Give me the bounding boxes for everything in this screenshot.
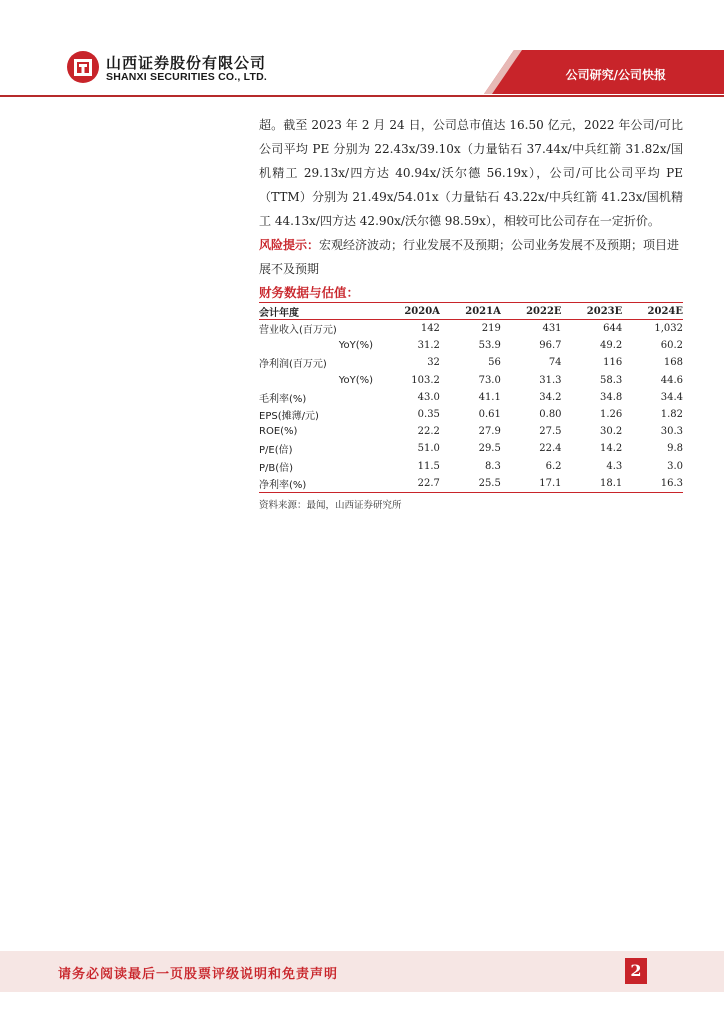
row-label: YoY(%)	[338, 374, 373, 386]
table-cell: 43.0	[417, 391, 440, 403]
table-cell: 103.2	[411, 374, 440, 386]
table-row	[259, 423, 683, 440]
table-cell: 53.9	[478, 340, 501, 352]
table-cell: 31.3	[539, 374, 562, 386]
disclaimer-notice: 请务必阅读最后一页股票评级说明和免责声明	[58, 967, 339, 982]
table-cell: 1.82	[660, 409, 683, 421]
table-cell: 168	[663, 357, 683, 369]
financial-table	[259, 302, 683, 493]
row-label: 净利率(%)	[259, 475, 379, 493]
table-cell: 4.3	[606, 460, 623, 472]
table-cell: 8.3	[484, 460, 501, 472]
table-row	[259, 406, 683, 423]
table-header-cell: 2021A	[440, 303, 501, 320]
row-label: 毛利率(%)	[259, 393, 307, 405]
row-label: P/B(倍)	[259, 462, 294, 474]
company-name-en: SHANXI SECURITIES CO., LTD.	[106, 71, 267, 83]
table-header-cell: 2022E	[501, 303, 562, 320]
table-row	[259, 475, 683, 493]
table-cell: 34.2	[539, 391, 562, 403]
page-number: 2	[625, 958, 647, 984]
table-cell: 1.26	[599, 409, 623, 421]
table-cell: 25.5	[440, 475, 501, 493]
report-body	[259, 113, 683, 281]
table-cell: 41.1	[478, 391, 501, 403]
row-label: YoY(%)	[338, 340, 373, 352]
table-header-cell: 2024E	[622, 303, 683, 320]
table-cell: 14.2	[599, 443, 623, 455]
table-row	[259, 320, 683, 338]
table-row	[259, 354, 683, 371]
row-label: P/E(倍)	[259, 445, 293, 457]
table-header-cell: 会计年度	[259, 303, 379, 320]
row-label: EPS(摊薄/元)	[259, 411, 319, 423]
table-cell: 11.5	[417, 460, 440, 472]
header-rule	[0, 95, 724, 97]
table-row	[259, 372, 683, 389]
table-cell: 29.5	[478, 443, 501, 455]
table-cell: 31.2	[417, 340, 440, 352]
risk-text: 宏观经济波动；行业发展不及预期；公司业务发展不及预期；项目进展不及预期	[259, 238, 680, 276]
table-cell: 34.8	[599, 391, 623, 403]
table-cell: 56	[488, 357, 501, 369]
table-cell: 17.1	[501, 475, 562, 493]
table-cell: 0.80	[539, 409, 562, 421]
table-cell: 0.35	[417, 409, 440, 421]
table-cell: 16.3	[622, 475, 683, 493]
table-row	[259, 440, 683, 457]
row-label: 净利润(百万元)	[259, 359, 327, 371]
table-cell: 44.6	[660, 374, 683, 386]
table-row	[259, 389, 683, 406]
valuation-paragraph: 超。截至 2023 年 2 月 24 日，公司总市值达 16.50 亿元，2022 年公司/可比公司平均 PE 分别为 22.43x/39.10x（力量钻石 37.44x/中兵红箭 31.82x/国机精工 29.13x/四方达 40.94x/沃尔德 56.19x），公司/可比公司平均 PE（TTM）分别为 21.49x/54.01x（力量钻石 43.22x/中兵红箭 41.23x/国机精工 44.13x/四方达 42.90x/沃尔德 98.59x），相较可比公司存在一定折价。	[259, 118, 683, 228]
table-cell: 60.2	[660, 340, 683, 352]
table-cell: 34.4	[660, 391, 683, 403]
table-row	[259, 337, 683, 354]
table-cell: 27.9	[478, 426, 501, 438]
table-cell: 30.2	[599, 426, 623, 438]
table-header-row	[259, 303, 683, 320]
page-header	[0, 0, 724, 98]
table-cell: 431	[542, 323, 562, 335]
table-cell: 219	[481, 323, 501, 335]
table-cell: 1,032	[654, 323, 683, 335]
table-cell: 51.0	[417, 443, 440, 455]
table-cell: 22.4	[539, 443, 562, 455]
section-label: 公司研究/公司快报	[565, 68, 666, 82]
row-label: ROE(%)	[259, 426, 298, 438]
table-cell: 27.5	[539, 426, 562, 438]
risk-label: 风险提示：	[259, 238, 320, 252]
table-cell: 30.3	[660, 426, 683, 438]
table-cell: 9.8	[667, 443, 683, 455]
table-cell: 116	[603, 357, 623, 369]
table-cell: 22.2	[417, 426, 440, 438]
risk-note	[259, 233, 683, 281]
table-cell: 74	[548, 357, 562, 369]
table-cell: 22.7	[379, 475, 440, 493]
company-name-cn: 山西证券股份有限公司	[106, 54, 267, 72]
table-cell: 18.1	[562, 475, 623, 493]
table-cell: 0.61	[478, 409, 501, 421]
table-cell: 49.2	[599, 340, 623, 352]
data-source-note: 资料来源：最闻，山西证券研究所	[259, 500, 402, 511]
table-header-cell: 2020A	[379, 303, 440, 320]
table-cell: 6.2	[545, 460, 562, 472]
row-label: 营业收入(百万元)	[259, 325, 337, 337]
table-header-cell: 2023E	[562, 303, 623, 320]
table-cell: 73.0	[478, 374, 501, 386]
table-cell: 58.3	[599, 374, 623, 386]
table-cell: 96.7	[539, 340, 562, 352]
table-cell: 142	[420, 323, 440, 335]
table-cell: 644	[603, 323, 623, 335]
table-row	[259, 458, 683, 475]
shanxi-securities-logo-icon	[66, 50, 100, 84]
table-title: 财务数据与估值：	[259, 285, 360, 300]
table-cell: 3.0	[667, 460, 683, 472]
table-cell: 32	[427, 357, 440, 369]
